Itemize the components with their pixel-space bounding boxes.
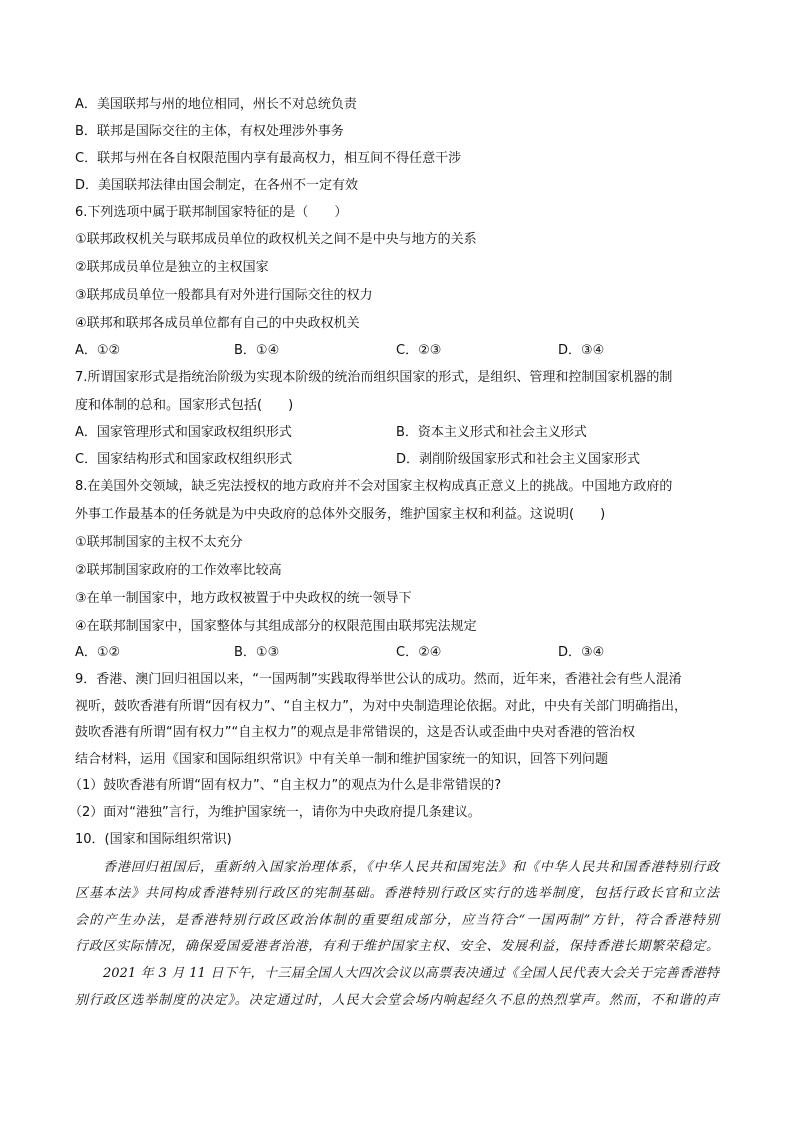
q7-option-d: D．剥削阶级国家形式和社会主义国家形式 [396,452,641,467]
q10-material-line-5: 2021 年 3 月 11 日下午，十三届全国人大四次会议以高票表决通过《全国人民代表大会关于完善香港特 [103,966,719,981]
q8-statement-4: ④在联邦制国家中，国家整体与其组成部分的权限范围由联邦宪法规定 [75,619,477,634]
q7-stem-line-1: 7.所谓国家形式是指统治阶级为实现本阶级的统治而组织国家的形式，是组织、管理和控制国家机器的制 [75,370,673,385]
q6-statement-3: ③联邦成员单位一般都具有对外进行国际交往的权力 [75,288,373,303]
q7-option-c: C．国家结构形式和国家政权组织形式 [75,452,293,467]
q9-stem-line-3: 鼓吹香港有所谓“固有权力”“自主权力”的观点是非常错误的，这是否认或歪曲中央对香港的管治权 [75,725,635,740]
q8-stem-line-2: 外事工作最基本的任务就是为中央政府的总体外交服务，维护国家主权和利益。这说明( ) [75,507,606,522]
q6-statement-2: ②联邦成员单位是独立的主权国家 [75,260,269,275]
q8-option-c: C．②④ [396,645,442,660]
q9-stem-line-4: 结合材料，运用《国家和国际组织常识》中有关单一制和维护国家统一的知识，回答下列问题 [75,752,609,767]
q6-stem: 6.下列选项中属于联邦制国家特征的是（ ） [75,205,348,220]
q8-option-d: D．③④ [558,645,605,660]
q9-stem-line-1: 9．香港、澳门回归祖国以来，“一国两制”实践取得举世公认的成功。然而，近年来，香港社会有些人混淆 [75,672,682,687]
q7-stem-line-2: 度和体制的总和。国家形式包括( ) [75,398,294,413]
q8-statement-3: ③在单一制国家中，地方政权被置于中央政权的统一领导下 [75,591,412,606]
q5-option-d: D．美国联邦法律由国会制定，在各州不一定有效 [75,178,359,193]
q10-title: 10．(国家和国际组织常识) [75,832,232,847]
q9-stem-line-2: 视听，鼓吹香港有所谓“因有权力”、“自主权力”，为对中央制造理论依据。对此，中央有关部门明确指出， [75,699,687,714]
q8-option-a: A．①② [75,645,121,660]
q6-statement-1: ①联邦政权机关与联邦成员单位的政权机关之间不是中央与地方的关系 [75,232,477,247]
q10-material-line-3: 会的产生办法，是香港特别行政区政治体制的重要组成部分，应当符合“一国两制”方针，符合香港特别 [75,913,719,928]
q7-option-b: B．资本主义形式和社会主义形式 [396,425,587,440]
q10-material-line-6: 别行政区选举制度的决定》。决定通过时，人民大会堂会场内响起经久不息的热烈掌声。然而，不和谐的声 [75,993,719,1008]
q5-option-c: C．联邦与州在各自权限范围内享有最高权力，相互间不得任意干涉 [75,151,462,166]
q5-option-a: A．美国联邦与州的地位相同，州长不对总统负责 [75,97,357,112]
q6-option-b: B．①④ [234,343,280,358]
q10-material-line-4: 行政区实际情况，确保爱国爱港者治港，有利于维护国家主权、安全、发展利益，保持香港长期繁荣稳定。 [75,939,719,954]
q9-question-1: （1）鼓吹香港有所谓“固有权力”、“自主权力”的观点为什么是非常错误的? [69,778,502,793]
q8-stem-line-1: 8.在美国外交领域，缺乏宪法授权的地方政府并不会对国家主权构成真正意义上的挑战。中国地方政府的 [75,479,673,494]
q8-option-b: B．①③ [234,645,280,660]
q8-statement-2: ②联邦制国家政府的工作效率比较高 [75,563,282,578]
q5-option-b: B．联邦是国际交往的主体，有权处理涉外事务 [75,124,344,139]
q6-statement-4: ④联邦和联邦各成员单位都有自己的中央政权机关 [75,316,360,331]
q10-material-line-2: 区基本法》共同构成香港特别行政区的宪制基础。香港特别行政区实行的选举制度，包括行政长官和立法 [75,886,719,901]
q7-option-a: A．国家管理形式和国家政权组织形式 [75,425,292,440]
q6-option-c: C．②③ [396,343,442,358]
q6-option-d: D．③④ [558,343,605,358]
q10-material-line-1: 香港回归祖国后，重新纳入国家治理体系，《中华人民共和国宪法》和《中华人民共和国香港特别行政 [103,860,719,875]
q6-option-a: A．①② [75,343,121,358]
q8-statement-1: ①联邦制国家的主权不太充分 [75,535,243,550]
q9-question-2: （2）面对“港独”言行，为维护国家统一，请你为中央政府提几条建议。 [69,805,481,820]
